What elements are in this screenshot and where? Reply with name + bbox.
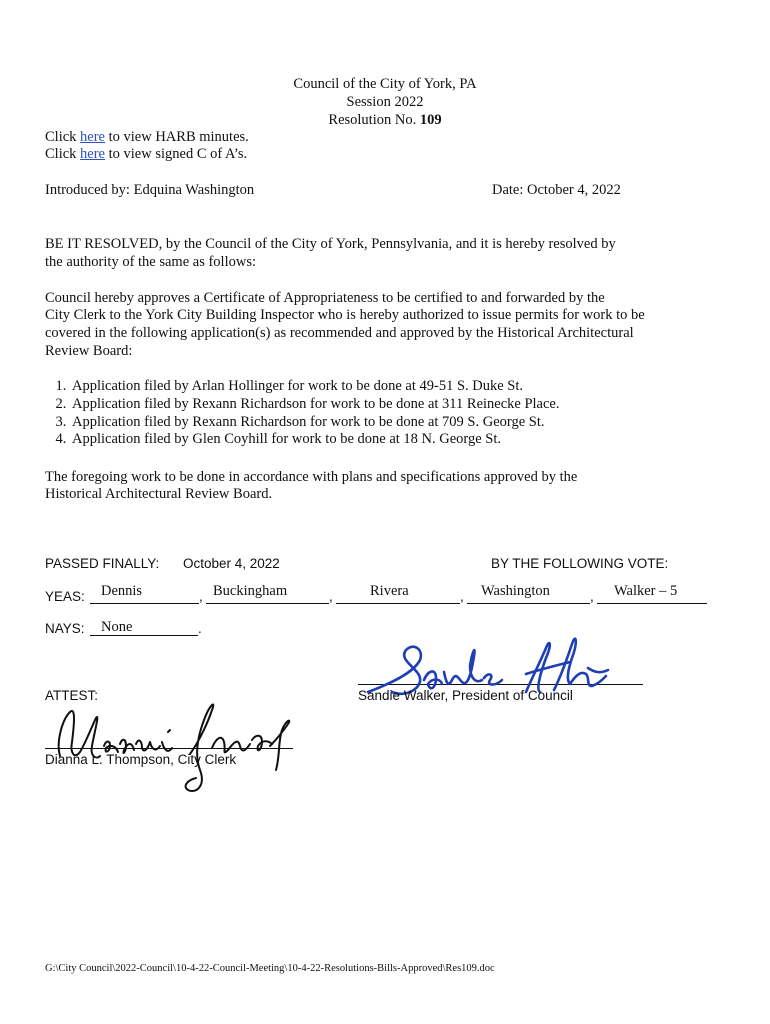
yea-blank-line [597,603,707,604]
separator: . [198,621,202,636]
resolution-date: Date: October 4, 2022 [492,182,621,198]
introduced-by: Introduced by: Edquina Washington [45,182,255,198]
yea-vote: Walker – 5 [614,583,678,599]
list-item: 3. Application filed by Rexann Richardson for work to be done at 709 S. George St. [70,414,560,432]
attest-label: ATTEST: [45,688,99,703]
separator: , [460,589,464,604]
list-item: 2. Application filed by Rexann Richardson for work to be done at 311 Reinecke Place. [70,396,560,414]
list-item: 1. Application filed by Arlan Hollinger for work to be done at 49-51 S. Duke St. [70,378,560,396]
approves-line-3: covered in the following application(s) as recommended and approved by the Historical Architectural [45,325,634,341]
council-heading: Council of the City of York, PA [293,76,477,92]
passed-finally-label: PASSED FINALLY: [45,556,160,571]
nay-vote: None [101,619,133,635]
approves-line-4: Review Board: [45,343,133,359]
yea-blank-line [206,603,329,604]
yea-vote: Dennis [101,583,143,599]
resolution-number: 109 [419,112,442,128]
yeas-label: YEAS: [45,589,85,604]
session-heading: Session 2022 [346,94,424,110]
by-vote-label: BY THE FOLLOWING VOTE: [491,556,669,571]
applications-list [26,378,560,449]
yea-blank-line [467,603,590,604]
yea-vote: Buckingham [213,583,288,599]
yea-vote: Washington [481,583,550,599]
list-item: 4. Application filed by Glen Coyhill for work to be done at 18 N. George St. [70,431,560,449]
harb-minutes-link[interactable]: here [80,129,105,145]
separator: , [199,589,203,604]
resolution-heading: Resolution No. 109 [328,112,442,128]
approves-line-1: Council hereby approves a Certificate of Appropriateness to be certified to and forwarded by the [45,290,605,306]
separator: , [329,589,333,604]
signed-coa-link[interactable]: here [80,146,105,162]
yea-blank-line [90,603,199,604]
passed-date: October 4, 2022 [183,556,280,571]
yea-vote: Rivera [370,583,409,599]
clerk-name: Dianna L. Thompson, City Clerk [45,752,237,767]
approves-line-2: City Clerk to the York City Building Inspector who is hereby authorized to issue permits for work to be [45,307,645,323]
signed-coa-line: Click here to view signed C of A’s. [45,146,248,162]
resolved-line-1: BE IT RESOLVED, by the Council of the City of York, Pennsylvania, and it is hereby resolved by [45,236,616,252]
resolved-line-2: the authority of the same as follows: [45,254,257,270]
foregoing-line-1: The foregoing work to be done in accordance with plans and specifications approved by the [45,469,578,485]
file-path-footer: G:\City Council\2022-Council\10-4-22-Council-Meeting\10-4-22-Resolutions-Bills-Approved\Res109.doc [45,963,495,974]
clerk-signature [40,690,310,800]
nays-label: NAYS: [45,621,85,636]
yea-blank-line [336,603,460,604]
separator: , [590,589,594,604]
president-name: Sandie Walker, President of Council [358,688,573,703]
foregoing-line-2: Historical Architectural Review Board. [45,486,273,502]
harb-minutes-line: Click here to view HARB minutes. [45,129,249,145]
